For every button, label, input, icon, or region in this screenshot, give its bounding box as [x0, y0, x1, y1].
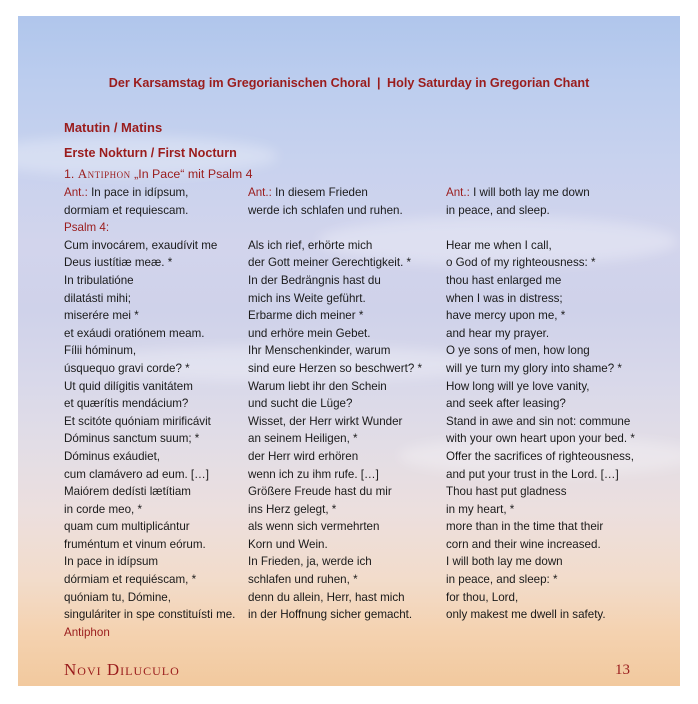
- latin-verse-line: [64, 553, 235, 571]
- german-verse-line: [248, 272, 422, 290]
- latin-line-text: Dóminus exáudiet,: [64, 449, 161, 463]
- latin-line-label: Antiphon: [64, 625, 110, 639]
- german-verse-line: [248, 501, 422, 519]
- latin-line-text: Maiórem dedísti lætítiam: [64, 485, 191, 499]
- page-title: [18, 76, 680, 90]
- german-line-text: werde ich schlafen und ruhen.: [248, 203, 403, 217]
- english-line-text: and hear my prayer.: [446, 326, 550, 340]
- german-line-text: und sucht die Lüge?: [248, 397, 353, 411]
- german-line-text: In diesem Frieden: [271, 186, 368, 199]
- page-number: 13: [615, 662, 630, 678]
- latin-verse-line: [64, 430, 235, 448]
- latin-line-text: quóniam tu, Dómine,: [64, 590, 171, 604]
- office-heading: Matutin / Matins: [64, 120, 163, 135]
- german-line-text: und erhöre mein Gebet.: [248, 326, 371, 340]
- latin-verse-line: [64, 395, 235, 413]
- english-verse-line: [446, 219, 635, 237]
- latin-verse-line: [64, 483, 235, 501]
- english-verse-line: [446, 466, 635, 484]
- english-line-text: when I was in distress;: [446, 291, 563, 305]
- german-verse-line: [248, 325, 422, 343]
- latin-line-text: in corde meo, *: [64, 502, 142, 516]
- english-verse-line: [446, 430, 635, 448]
- german-verse-line: [248, 413, 422, 431]
- english-verse-line: [446, 395, 635, 413]
- latin-column: [64, 184, 235, 641]
- english-line-text: in peace, and sleep.: [446, 203, 550, 217]
- latin-verse-line: [64, 272, 235, 290]
- latin-verse-line: [64, 307, 235, 325]
- latin-line-text: quam cum multiplicántur: [64, 520, 190, 534]
- english-line-text: have mercy upon me, *: [446, 309, 566, 323]
- english-line-text: O ye sons of men, how long: [446, 344, 590, 358]
- english-line-label: Ant.:: [446, 186, 470, 199]
- latin-verse-line: [64, 237, 235, 255]
- latin-verse-line: [64, 448, 235, 466]
- english-line-text: How long will ye love vanity,: [446, 379, 590, 393]
- german-verse-line: [248, 290, 422, 308]
- latin-verse-line: [64, 589, 235, 607]
- latin-verse-line: [64, 571, 235, 589]
- english-verse-line: [446, 342, 635, 360]
- antiphon-title: „In Pace“ mit Psalm 4: [134, 167, 253, 181]
- latin-line-text: Fílii hóminum,: [64, 344, 137, 358]
- nocturn-heading: Erste Nokturn / First Nocturn: [64, 146, 237, 160]
- german-verse-line: [248, 307, 422, 325]
- english-verse-line: [446, 325, 635, 343]
- latin-line-label: Psalm 4:: [64, 221, 110, 235]
- english-verse-line: [446, 272, 635, 290]
- german-line-text: als wenn sich vermehrten: [248, 520, 380, 534]
- german-verse-line: [248, 184, 422, 202]
- english-verse-line: [446, 518, 635, 536]
- latin-line-text: Dóminus sanctum suum; *: [64, 432, 200, 446]
- german-verse-line: [248, 571, 422, 589]
- german-verse-line: [248, 395, 422, 413]
- latin-verse-line: [64, 606, 235, 624]
- latin-line-text: Et scitóte quóniam mirificávit: [64, 414, 211, 428]
- german-line-text: Ihr Menschenkinder, warum: [248, 344, 391, 358]
- latin-verse-line: [64, 325, 235, 343]
- german-line-text: Als ich rief, erhörte mich: [248, 238, 373, 252]
- german-verse-line: [248, 430, 422, 448]
- german-line-text: Erbarme dich meiner *: [248, 309, 364, 323]
- german-verse-line: [248, 448, 422, 466]
- german-verse-line: [248, 466, 422, 484]
- german-line-text: an seinem Heiligen, *: [248, 432, 358, 446]
- english-line-text: I will both lay me down: [469, 186, 590, 199]
- latin-line-text: et exáudi oratiónem meam.: [64, 326, 205, 340]
- title-english: Holy Saturday in Gregorian Chant: [387, 76, 590, 90]
- german-verse-line: [248, 219, 422, 237]
- english-verse-line: [446, 378, 635, 396]
- latin-line-text: Ut quid dilígitis vanitátem: [64, 379, 193, 393]
- english-verse-line: [446, 413, 635, 431]
- german-line-text: in der Hoffnung sicher gemacht.: [248, 608, 413, 622]
- english-line-text: will ye turn my glory into shame? *: [446, 361, 622, 375]
- english-line-text: Offer the sacrifices of righteousness,: [446, 449, 634, 463]
- latin-verse-line: [64, 342, 235, 360]
- german-line-text: mich ins Weite geführt.: [248, 291, 366, 305]
- german-line-label: Ant.:: [248, 186, 272, 199]
- latin-verse-line: [64, 290, 235, 308]
- german-verse-line: [248, 589, 422, 607]
- latin-line-label: Ant.:: [64, 186, 88, 199]
- english-verse-line: [446, 360, 635, 378]
- english-verse-line: [446, 501, 635, 519]
- german-line-text: Warum liebt ihr den Schein: [248, 379, 387, 393]
- german-line-text: Größere Freude hast du mir: [248, 485, 392, 499]
- english-verse-line: [446, 307, 635, 325]
- english-line-text: o God of my righteousness: *: [446, 256, 596, 270]
- latin-line-text: Cum invocárem, exaudívit me: [64, 238, 218, 252]
- latin-verse-line: [64, 254, 235, 272]
- english-verse-line: [446, 483, 635, 501]
- english-verse-line: [446, 589, 635, 607]
- english-verse-line: [446, 448, 635, 466]
- english-line-text: corn and their wine increased.: [446, 537, 601, 551]
- english-verse-line: [446, 254, 635, 272]
- latin-verse-line: [64, 518, 235, 536]
- latin-verse-line: [64, 219, 235, 237]
- latin-verse-line: [64, 501, 235, 519]
- english-verse-line: [446, 536, 635, 554]
- english-column: [446, 184, 635, 624]
- german-verse-line: [248, 202, 422, 220]
- latin-verse-line: [64, 413, 235, 431]
- english-line-text: more than in the time that their: [446, 520, 604, 534]
- latin-verse-line: [64, 202, 235, 220]
- latin-verse-line: [64, 360, 235, 378]
- english-line-text: in my heart, *: [446, 502, 515, 516]
- english-line-text: Thou hast put gladness: [446, 485, 567, 499]
- english-line-text: Hear me when I call,: [446, 238, 552, 252]
- german-verse-line: [248, 360, 422, 378]
- english-verse-line: [446, 237, 635, 255]
- english-verse-line: [446, 553, 635, 571]
- german-column: [248, 184, 422, 624]
- english-line-text: only makest me dwell in safety.: [446, 608, 606, 622]
- english-line-text: I will both lay me down: [446, 555, 563, 569]
- latin-line-text: dilatásti mihi;: [64, 291, 132, 305]
- german-line-text: In der Bedrängnis hast du: [248, 273, 381, 287]
- title-separator: |: [377, 76, 381, 90]
- english-line-text: with your own heart upon your bed. *: [446, 432, 635, 446]
- english-line-text: and seek after leasing?: [446, 397, 566, 411]
- german-verse-line: [248, 237, 422, 255]
- german-line-text: wenn ich zu ihm rufe. […]: [248, 467, 379, 481]
- latin-verse-line: [64, 184, 235, 202]
- album-title: Novi Diluculo: [64, 660, 180, 679]
- german-verse-line: [248, 378, 422, 396]
- english-verse-line: [446, 202, 635, 220]
- title-german: Der Karsamstag im Gregorianischen Choral: [108, 76, 371, 90]
- latin-line-text: fruméntum et vinum eórum.: [64, 537, 206, 551]
- english-line-text: and put your trust in the Lord. […]: [446, 467, 619, 481]
- english-verse-line: [446, 606, 635, 624]
- latin-line-text: cum clamávero ad eum. […]: [64, 467, 209, 481]
- latin-verse-line: [64, 378, 235, 396]
- german-verse-line: [248, 342, 422, 360]
- booklet-page: [18, 16, 680, 686]
- german-verse-line: [248, 483, 422, 501]
- german-verse-line: [248, 606, 422, 624]
- english-line-text: for thou, Lord,: [446, 590, 519, 604]
- latin-line-text: In tribulatióne: [64, 273, 134, 287]
- latin-line-text: dormiam et requiescam.: [64, 203, 189, 217]
- german-line-text: Korn und Wein.: [248, 537, 328, 551]
- latin-line-text: In pace in idípsum: [64, 555, 159, 569]
- german-line-text: denn du allein, Herr, hast mich: [248, 590, 405, 604]
- latin-line-text: dórmiam et requiéscam, *: [64, 573, 197, 587]
- german-line-text: der Gott meiner Gerechtigkeit. *: [248, 256, 412, 270]
- latin-verse-line: [64, 466, 235, 484]
- german-verse-line: [248, 518, 422, 536]
- german-verse-line: [248, 553, 422, 571]
- english-verse-line: [446, 184, 635, 202]
- latin-line-text: miserére mei *: [64, 309, 139, 323]
- latin-line-text: In pace in idípsum,: [87, 186, 189, 199]
- latin-line-text: et quærítis mendácium?: [64, 397, 189, 411]
- german-line-text: schlafen und ruhen, *: [248, 573, 358, 587]
- german-line-text: ins Herz gelegt, *: [248, 502, 337, 516]
- english-line-text: Stand in awe and sin not: commune: [446, 414, 631, 428]
- german-line-text: In Frieden, ja, werde ich: [248, 555, 372, 569]
- latin-line-text: singuláriter in spe constituísti me.: [64, 608, 236, 622]
- english-line-text: in peace, and sleep: *: [446, 573, 558, 587]
- german-line-text: der Herr wird erhören: [248, 449, 359, 463]
- english-verse-line: [446, 290, 635, 308]
- english-verse-line: [446, 571, 635, 589]
- german-verse-line: [248, 536, 422, 554]
- latin-line-text: úsquequo gravi corde? *: [64, 361, 190, 375]
- antiphon-word: Antiphon: [77, 166, 131, 181]
- german-verse-line: [248, 254, 422, 272]
- antiphon-number: 1.: [64, 167, 75, 181]
- german-line-text: Wisset, der Herr wirkt Wunder: [248, 414, 403, 428]
- latin-verse-line: [64, 624, 235, 642]
- english-line-text: thou hast enlarged me: [446, 273, 562, 287]
- antiphon-heading: [64, 166, 253, 182]
- german-line-text: sind eure Herzen so beschwert? *: [248, 361, 422, 375]
- latin-verse-line: [64, 536, 235, 554]
- latin-line-text: Deus iustítiæ meæ. *: [64, 256, 173, 270]
